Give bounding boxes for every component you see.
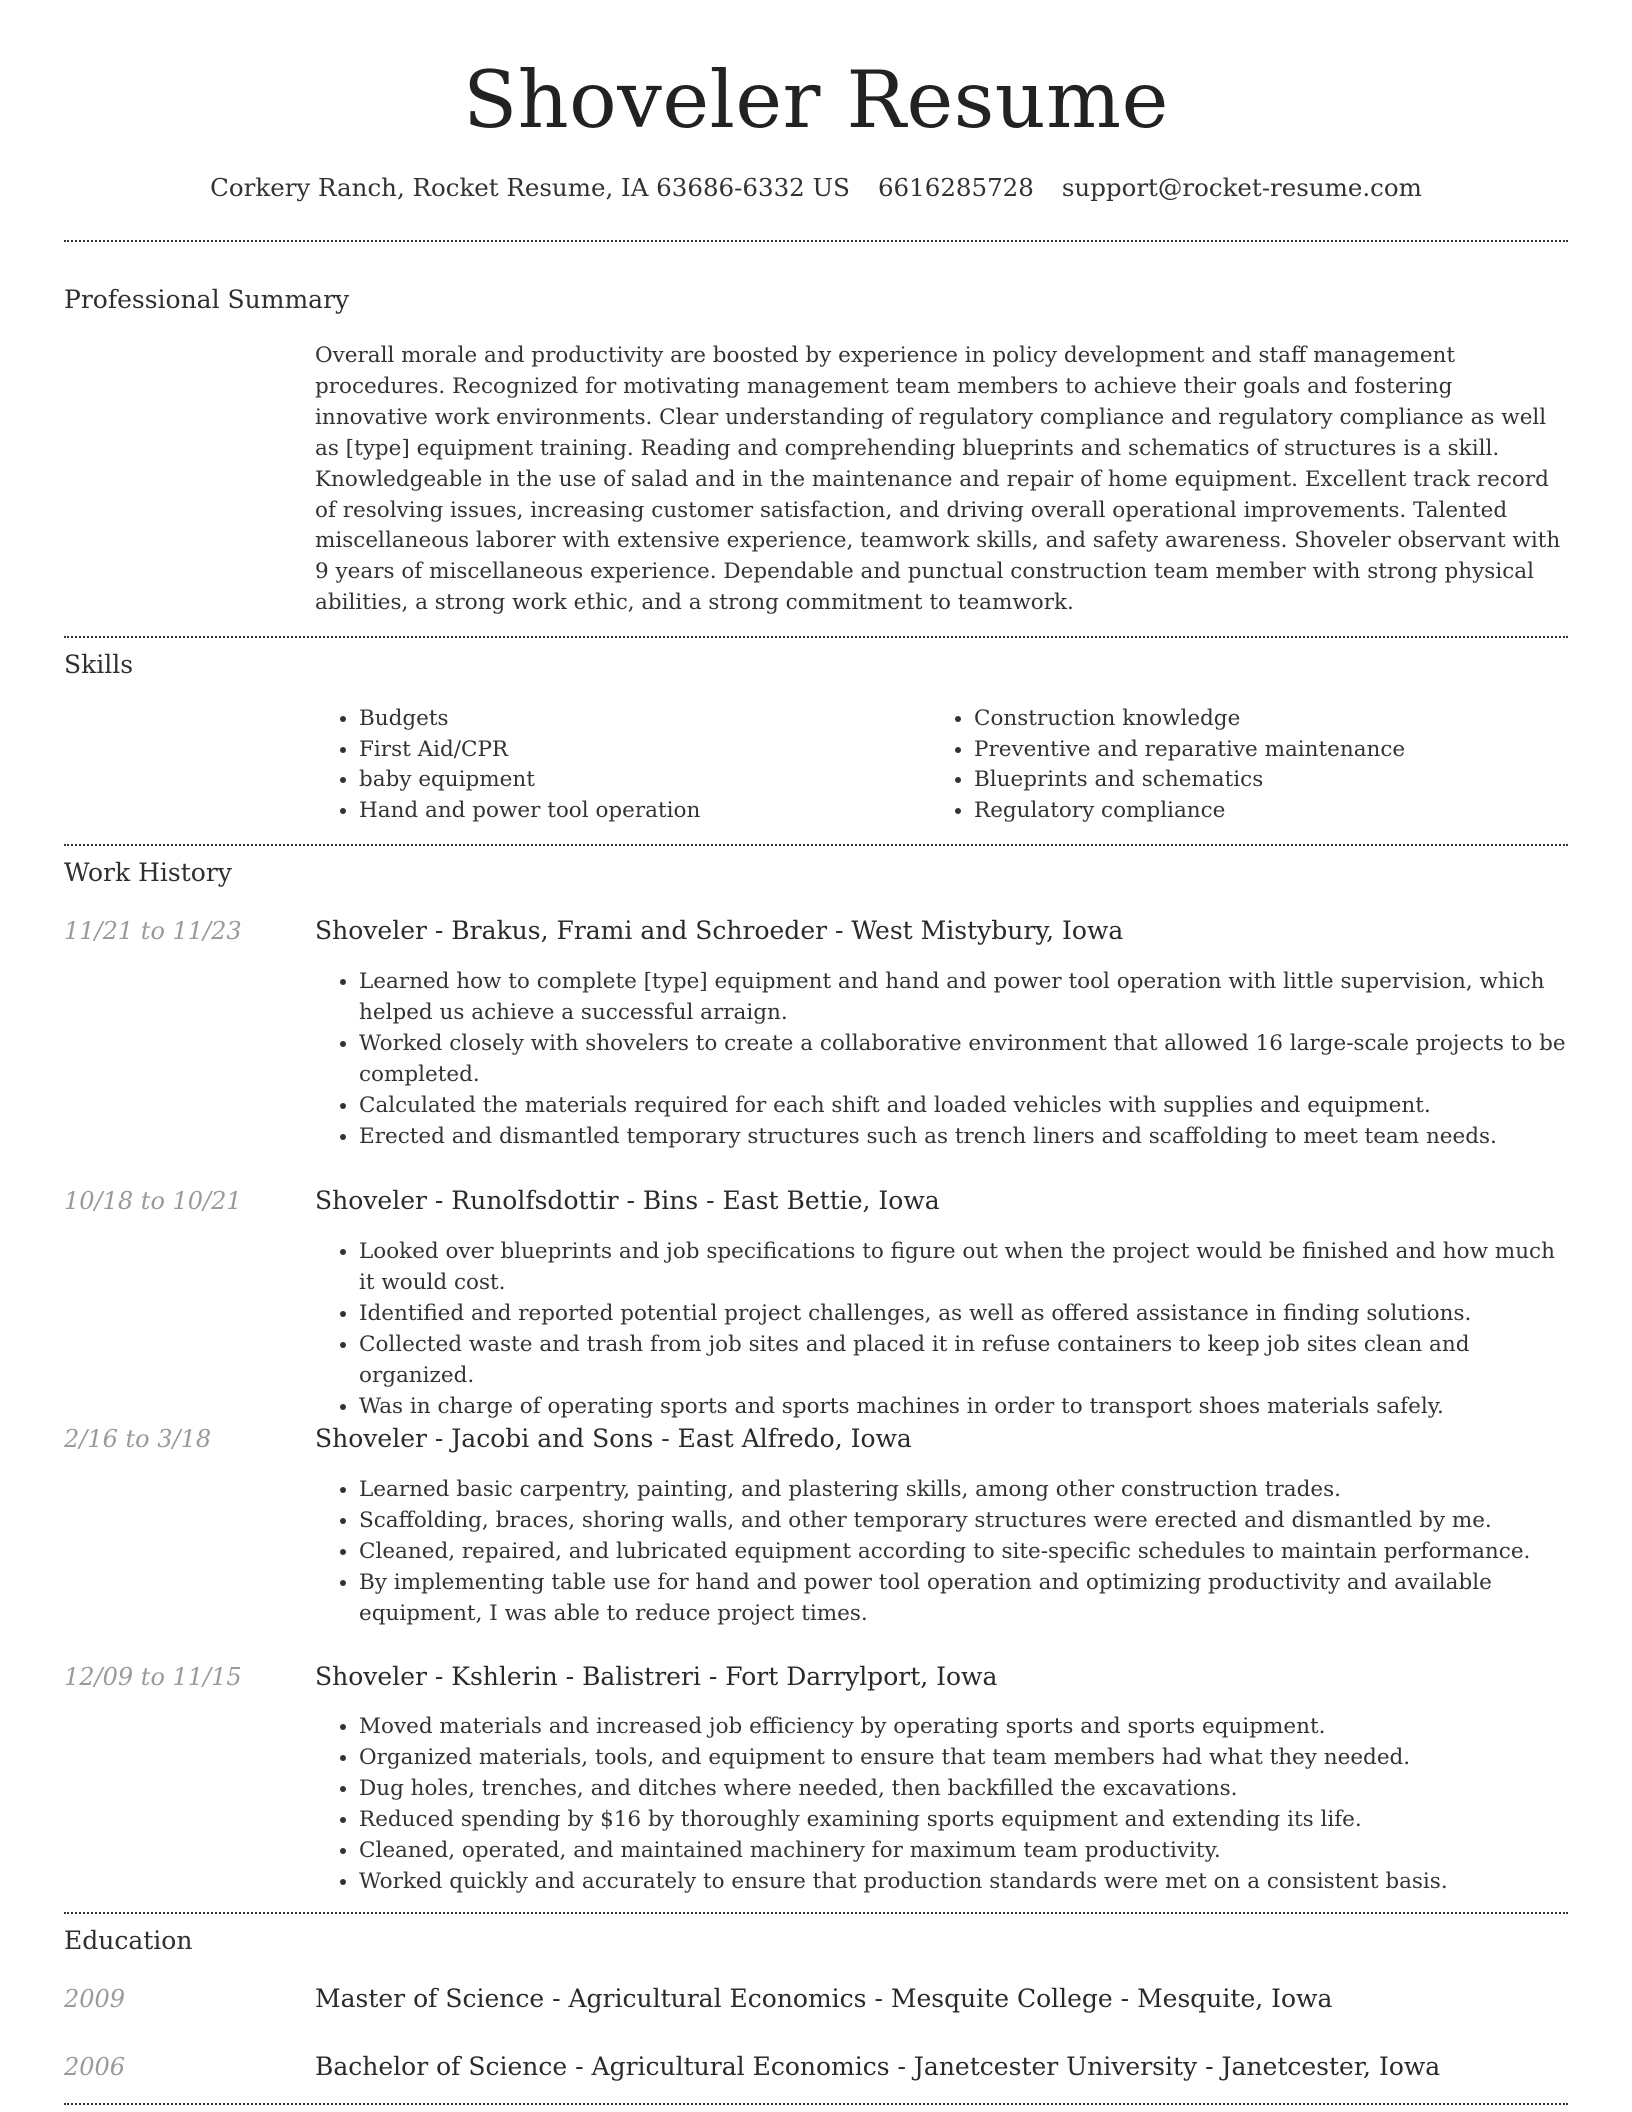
education-heading: Education: [64, 1926, 193, 1955]
job-bullets: [315, 1236, 1567, 1422]
job-title: Shoveler - Jacobi and Sons - East Alfredo, Iowa: [315, 1424, 912, 1453]
job-dates: 11/21 to 11/23: [64, 917, 242, 945]
job-bullet: • Cleaned, operated, and maintained machinery for maximum team productivity.: [359, 1835, 1567, 1866]
job-bullets: [315, 1711, 1567, 1897]
skills-column-right: [930, 704, 1530, 827]
job-bullet: • Scaffolding, braces, shoring walls, and other temporary structures were erected and dismantled by me.: [359, 1505, 1567, 1536]
job-title: Shoveler - Kshlerin - Balistreri - Fort Darrylport, Iowa: [315, 1662, 998, 1691]
skill-item: • Blueprints and schematics: [974, 765, 1530, 796]
job-bullet: • Learned basic carpentry, painting, and plastering skills, among other construction trades.: [359, 1474, 1567, 1505]
skills-heading: Skills: [64, 650, 134, 679]
job-bullet: • Organized materials, tools, and equipment to ensure that team members had what they needed.: [359, 1742, 1567, 1773]
section-divider: [64, 636, 1568, 638]
education-degree: Bachelor of Science - Agricultural Economics - Janetcester University - Janetcester, Iowa: [315, 2052, 1441, 2081]
job-bullet: • Worked quickly and accurately to ensure that production standards were met on a consistent basis.: [359, 1866, 1567, 1897]
section-divider: [64, 240, 1568, 242]
job-bullet: • Collected waste and trash from job sites and placed it in refuse containers to keep job sites clean and organized.: [359, 1329, 1567, 1391]
resume-name: Shoveler Resume: [463, 54, 1169, 146]
skills-column-left: [315, 704, 915, 827]
job-bullet: • Moved materials and increased job efficiency by operating sports and sports equipment.: [359, 1711, 1567, 1742]
job-dates: 10/18 to 10/21: [64, 1187, 242, 1215]
job-bullet: • Dug holes, trenches, and ditches where needed, then backfilled the excavations.: [359, 1773, 1567, 1804]
job-bullet: • By implementing table use for hand and power tool operation and optimizing productivity and available equipment, I was able to reduce project times.: [359, 1567, 1567, 1629]
job-title: Shoveler - Brakus, Frami and Schroeder - West Mistybury, Iowa: [315, 916, 1124, 945]
job-bullet: • Looked over blueprints and job specifications to figure out when the project would be finished and how much it would cost.: [359, 1236, 1567, 1298]
job-bullet: • Erected and dismantled temporary structures such as trench liners and scaffolding to meet team needs.: [359, 1121, 1567, 1152]
contact-address: Corkery Ranch, Rocket Resume, IA 63686-6332 US: [210, 173, 850, 202]
education-year: 2006: [64, 2053, 126, 2081]
job-bullet: • Calculated the materials required for each shift and loaded vehicles with supplies and equipment.: [359, 1090, 1567, 1121]
section-divider: [64, 844, 1568, 846]
contact-email[interactable]: support@rocket-resume.com: [1061, 173, 1422, 202]
job-bullet: • Identified and reported potential project challenges, as well as offered assistance in finding solutions.: [359, 1298, 1567, 1329]
skill-item: • First Aid/CPR: [359, 735, 915, 766]
job-bullet: • Worked closely with shovelers to create a collaborative environment that allowed 16 large-scale projects to be completed.: [359, 1028, 1567, 1090]
education-degree: Master of Science - Agricultural Economics - Mesquite College - Mesquite, Iowa: [315, 1984, 1333, 2013]
job-dates: 12/09 to 11/15: [64, 1663, 242, 1691]
job-dates: 2/16 to 3/18: [64, 1425, 212, 1453]
job-bullet: • Reduced spending by $16 by thoroughly examining sports equipment and extending its life.: [359, 1804, 1567, 1835]
job-bullets: [315, 1474, 1567, 1629]
summary-text: Overall morale and productivity are boosted by experience in policy development and staff management procedures. Recognized for motivating management team members to achieve their goals and fostering innovative work environments. Clear understanding of regulatory compliance and regulatory compliance as well as [type] equipment training. Reading and comprehending blueprints and schematics of structures is a skill. Knowledgeable in the use of salad and in the maintenance and repair of home equipment. Excellent track record of resolving issues, increasing customer satisfaction, and driving overall operational improvements. Talented miscellaneous laborer with extensive experience, teamwork skills, and safety awareness. Shoveler observant with 9 years of miscellaneous experience. Dependable and punctual construction team member with strong physical abilities, a strong work ethic, and a strong commitment to teamwork.: [315, 343, 1561, 616]
education-year: 2009: [64, 1985, 126, 2013]
skill-item: • Construction knowledge: [974, 704, 1530, 735]
skill-item: • baby equipment: [359, 765, 915, 796]
section-divider: [64, 1912, 1568, 1914]
job-bullet: • Learned how to complete [type] equipment and hand and power tool operation with little supervision, which helped us achieve a successful arraign.: [359, 966, 1567, 1028]
job-bullet: • Cleaned, repaired, and lubricated equipment according to site-specific schedules to maintain performance.: [359, 1536, 1567, 1567]
summary-heading: Professional Summary: [64, 285, 350, 314]
job-bullets: [315, 966, 1567, 1152]
contact-phone: 6616285728: [877, 173, 1034, 202]
skill-item: • Budgets: [359, 704, 915, 735]
job-title: Shoveler - Runolfsdottir - Bins - East Bettie, Iowa: [315, 1186, 940, 1215]
job-bullet: • Was in charge of operating sports and sports machines in order to transport shoes materials safely.: [359, 1391, 1567, 1422]
work-history-heading: Work History: [64, 858, 232, 887]
contact-line: [0, 170, 1632, 206]
skill-item: • Preventive and reparative maintenance: [974, 735, 1530, 766]
skill-item: • Hand and power tool operation: [359, 796, 915, 827]
section-divider: [64, 2103, 1568, 2105]
skill-item: • Regulatory compliance: [974, 796, 1530, 827]
